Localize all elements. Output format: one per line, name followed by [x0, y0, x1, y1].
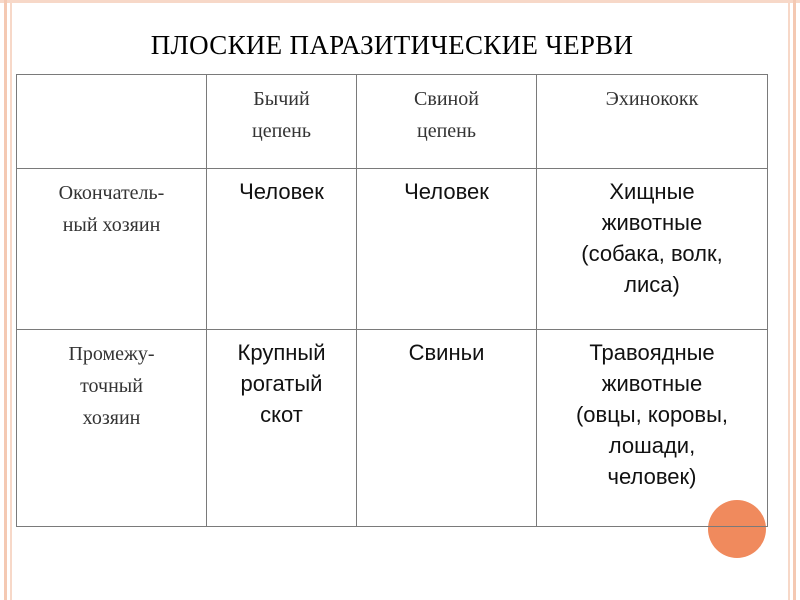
table-row-intermediate-host — [17, 330, 768, 527]
table-header-row — [17, 75, 768, 169]
table-cell — [207, 330, 357, 527]
row-label-intermediate-host — [17, 330, 207, 527]
header-bull-tapeworm — [207, 75, 357, 169]
cell-text: Человек — [404, 179, 489, 204]
row-label-text: Окончатель- — [58, 182, 165, 204]
table-cell — [357, 330, 537, 527]
table-cell — [537, 330, 768, 527]
cell-text: лиса) — [624, 272, 680, 297]
header-text: цепень — [252, 120, 311, 142]
row-label-text: ный хозяин — [62, 214, 161, 236]
header-text: Бычий — [253, 88, 310, 110]
cell-text: человек) — [607, 464, 697, 489]
table-cell — [537, 169, 768, 330]
cell-text: Человек — [239, 179, 324, 204]
table-corner-cell — [17, 75, 207, 169]
cell-text: (собака, волк, — [581, 241, 723, 266]
table-row-definitive-host — [17, 169, 768, 330]
table-cell — [357, 169, 537, 330]
row-label-text: хозяин — [82, 407, 141, 429]
cell-text: животные — [601, 210, 703, 235]
cell-text: (овцы, коровы, — [575, 402, 729, 427]
header-echinococcus — [537, 75, 768, 169]
cell-text: Травоядные — [589, 340, 715, 365]
header-text: Свиной — [414, 88, 479, 110]
table-cell — [207, 169, 357, 330]
cell-text: скот — [260, 402, 303, 427]
row-label-text: Промежу- — [68, 343, 155, 365]
cell-text: Свиньи — [408, 340, 485, 365]
slide-title: ПЛОСКИЕ ПАРАЗИТИЧЕСКИЕ ЧЕРВИ — [150, 30, 634, 60]
cell-text: лошади, — [608, 433, 696, 458]
slide-frame-left — [4, 0, 7, 600]
slide-frame-right — [793, 0, 796, 600]
row-label-text: точный — [80, 375, 143, 397]
slide-frame-left-inner — [10, 0, 12, 600]
slide-frame-right-inner — [788, 0, 790, 600]
slide-frame-top — [0, 0, 800, 3]
cell-text: Хищные — [609, 179, 695, 204]
row-label-definitive-host — [17, 169, 207, 330]
cell-text: животные — [601, 371, 703, 396]
header-text: Эхинококк — [605, 88, 699, 110]
header-pork-tapeworm — [357, 75, 537, 169]
header-text: цепень — [417, 120, 476, 142]
cell-text: рогатый — [240, 371, 323, 396]
parasites-table — [16, 74, 768, 527]
cell-text: Крупный — [237, 340, 326, 365]
